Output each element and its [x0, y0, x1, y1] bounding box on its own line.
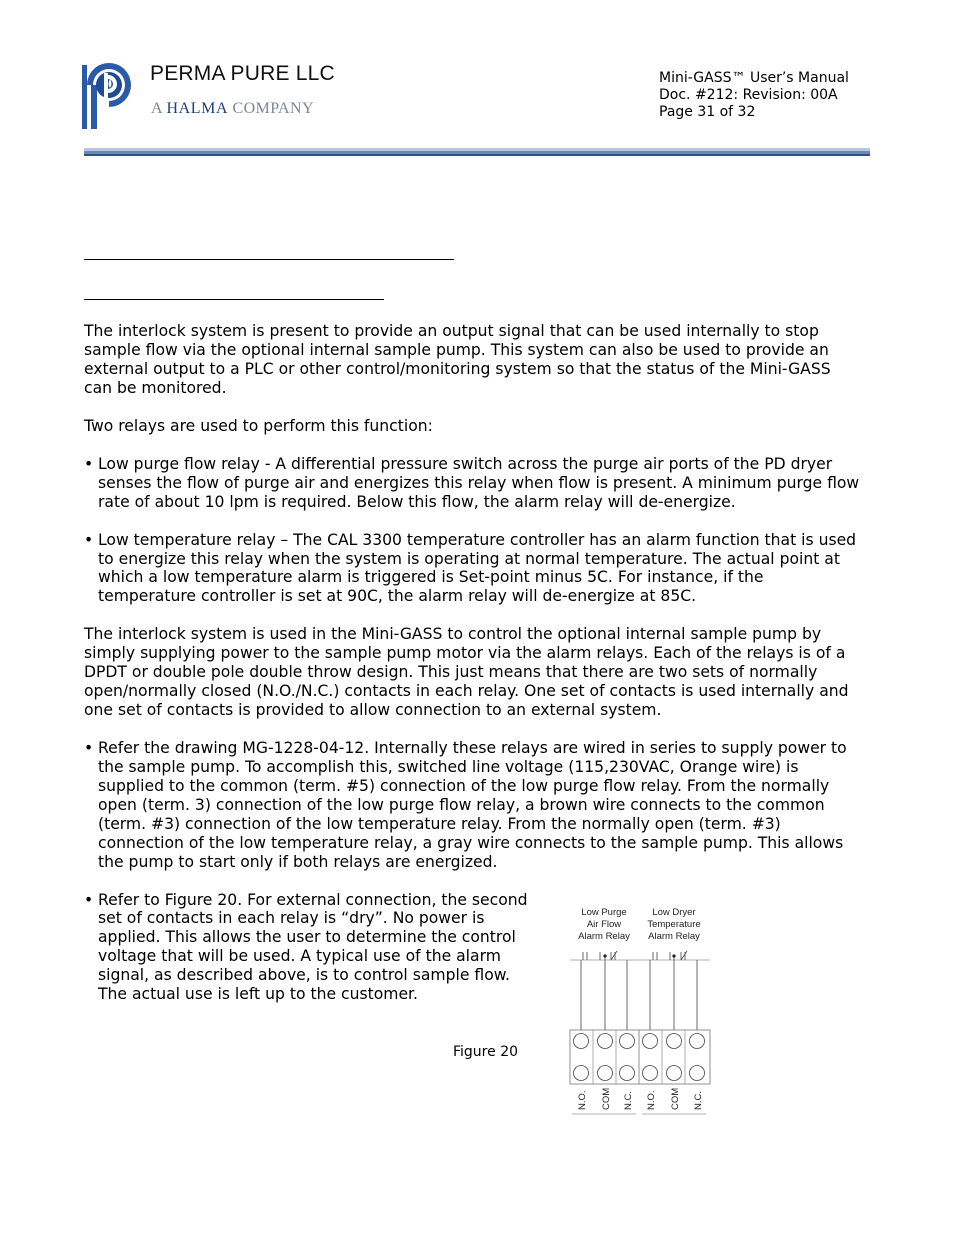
bullet-line: temperature controller is set at 90C, the alarm relay will de-energize at 85C.: [98, 587, 697, 605]
bullet-line: to energize this relay when the system is operating at normal temperature. The actual point at: [98, 550, 840, 568]
bullet-marker: •: [84, 739, 94, 757]
bullet-line: which a low temperature alarm is triggered is Set-point minus 5C. For instance, if the: [98, 568, 764, 586]
bullet-line: (term. #3) connection of the low temperature relay. From the normally open (term. #3): [98, 815, 781, 833]
terminal-label: N.C.: [623, 1091, 634, 1110]
company-sub-suffix: COMPANY: [228, 100, 314, 117]
terminal-label: COM: [601, 1087, 612, 1110]
terminal-label: N.O.: [646, 1090, 657, 1110]
relay-terminal-diagram: [560, 900, 720, 1122]
bullet-line: senses the flow of purge air and energizes this relay when flow is present. A minimum purge flow: [98, 474, 860, 492]
relay2-label-line: Alarm Relay: [648, 931, 700, 942]
bullet-line: Low temperature relay – The CAL 3300 temperature controller has an alarm function that is used: [98, 531, 857, 549]
paragraph-line: The interlock system is used in the Mini-GASS to control the optional internal sample pump by: [84, 625, 822, 643]
bullet-line: Low purge flow relay - A differential pressure switch across the purge air ports of the PD dryer: [98, 455, 833, 473]
bullet-line: The actual use is left up to the customer.: [98, 985, 418, 1003]
relay2-label-line: Temperature: [647, 919, 701, 930]
relay1-label-line: Air Flow: [586, 919, 622, 930]
relay2-label-line: Low Dryer: [652, 907, 696, 918]
heading-underline-2: [84, 299, 384, 300]
paragraph-line: one set of contacts is provided to allow connection to an external system.: [84, 701, 662, 719]
bullet-marker: •: [84, 531, 94, 549]
paragraph-line: can be monitored.: [84, 379, 227, 397]
bullet-line: set of contacts in each relay is “dry”. No power is: [98, 909, 485, 927]
company-subtitle: [151, 100, 314, 118]
paragraph-line: external output to a PLC or other control/monitoring system so that the status of the Mini-GASS: [84, 360, 831, 378]
paragraph-line: open/normally closed (N.O./N.C.) contacts in each relay. One set of contacts is used internally and: [84, 682, 849, 700]
relay1-label-line: Alarm Relay: [578, 931, 630, 942]
terminal-label: N.O.: [577, 1090, 588, 1110]
bullet-line: signal, as described above, is to control sample flow.: [98, 966, 511, 984]
halma-brand: HALMA: [166, 100, 229, 117]
terminal-label: N.C.: [693, 1091, 704, 1110]
terminal-label: COM: [670, 1087, 681, 1110]
doc-number: Doc. #212: Revision: 00A: [659, 87, 838, 103]
doc-title: Mini-GASS™ User’s Manual: [659, 70, 849, 86]
company-sub-prefix: A: [151, 100, 167, 117]
bullet-line: the sample pump. To accomplish this, switched line voltage (115,230VAC, Orange wire) is: [98, 758, 799, 776]
bullet-line: applied. This allows the user to determine the control: [98, 928, 516, 946]
bullet-line: Refer to Figure 20. For external connection, the second: [98, 891, 528, 909]
header-rule-bottom: [84, 154, 870, 156]
bullet-marker: •: [84, 455, 94, 473]
bullet-line: Refer the drawing MG-1228-04-12. Internally these relays are wired in series to supply power to: [98, 739, 847, 757]
bullet-marker: •: [84, 891, 94, 909]
bullet-line: supplied to the common (term. #5) connection of the low purge flow relay. From the normally: [98, 777, 830, 795]
paragraph-line: Two relays are used to perform this function:: [84, 417, 433, 435]
page-number: Page 31 of 32: [659, 104, 756, 120]
heading-underline-1: [84, 259, 454, 260]
relay1-label-line: Low Purge: [581, 907, 627, 918]
paragraph-line: simply supplying power to the sample pump motor via the alarm relays. Each of the relays is of a: [84, 644, 846, 662]
paragraph-line: DPDT or double pole double throw design. This just means that there are two sets of normally: [84, 663, 818, 681]
bullet-line: the pump to start only if both relays are energized.: [98, 853, 498, 871]
company-name: PERMA PURE LLC: [150, 62, 335, 85]
paragraph-line: sample flow via the optional internal sample pump. This system can also be used to provide an: [84, 341, 829, 359]
perma-pure-logo: [82, 55, 136, 129]
figure-caption: Figure 20: [453, 1044, 519, 1060]
bullet-line: rate of about 10 lpm is required. Below this flow, the alarm relay will de-energize.: [98, 493, 736, 511]
bullet-line: connection of the low temperature relay, a gray wire connects to the sample pump. This allows: [98, 834, 844, 852]
bullet-line: voltage that will be used. A typical use of the alarm: [98, 947, 501, 965]
bullet-line: open (term. 3) connection of the low purge flow relay, a brown wire connects to the common: [98, 796, 825, 814]
paragraph-line: The interlock system is present to provide an output signal that can be used internally to stop: [84, 322, 819, 340]
